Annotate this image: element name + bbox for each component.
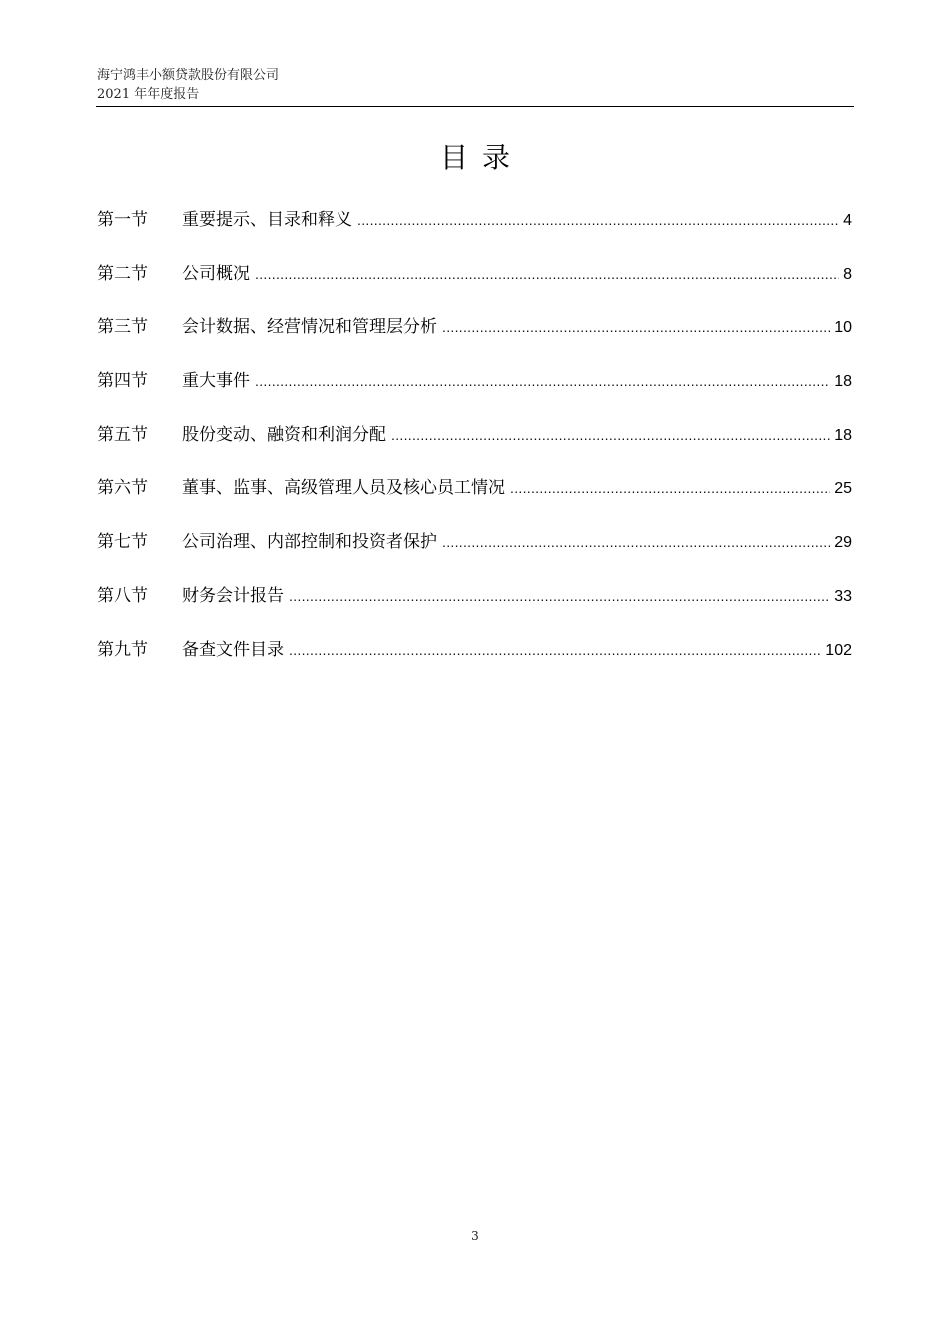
toc-leader-dots xyxy=(357,206,839,234)
toc-entry[interactable] xyxy=(97,474,852,528)
toc-section-title: 重大事件 xyxy=(182,371,250,392)
toc-page-number: 29 xyxy=(834,534,852,552)
toc-section-number: 第一节 xyxy=(97,210,148,230)
toc-page-number: 25 xyxy=(834,480,852,498)
toc-section-number: 第八节 xyxy=(97,585,148,606)
toc-page-number: 33 xyxy=(834,587,852,605)
header-report-title: 2021 年年度报告 xyxy=(97,87,200,102)
toc-page-number: 18 xyxy=(834,373,852,391)
toc-section-number: 第五节 xyxy=(97,424,148,445)
toc-entry[interactable] xyxy=(97,421,852,475)
toc-heading: 目录 xyxy=(439,141,524,174)
toc-leader-dots xyxy=(391,421,830,449)
toc-section-title: 财务会计报告 xyxy=(182,585,284,606)
toc-section-number: 第七节 xyxy=(97,532,148,553)
toc-section-number: 第六节 xyxy=(97,478,148,499)
toc-leader-dots xyxy=(442,528,830,556)
toc-entry[interactable] xyxy=(97,636,852,690)
toc-leader-dots xyxy=(510,474,830,502)
toc-leader-dots xyxy=(442,313,830,341)
toc-section-number: 第三节 xyxy=(97,317,148,338)
header-company-name: 海宁鸿丰小额贷款股份有限公司 xyxy=(97,68,280,83)
toc-section-title: 备查文件目录 xyxy=(182,639,284,660)
toc-page-number: 102 xyxy=(825,641,852,659)
table-of-contents xyxy=(97,206,852,689)
toc-entry[interactable] xyxy=(97,528,852,582)
toc-section-number: 第九节 xyxy=(97,639,148,660)
toc-section-title: 重要提示、目录和释义 xyxy=(182,210,352,230)
toc-page-number: 4 xyxy=(843,212,852,229)
toc-entry[interactable] xyxy=(97,582,852,636)
toc-section-title: 公司概况 xyxy=(182,263,250,284)
toc-leader-dots xyxy=(289,582,830,610)
toc-entry[interactable] xyxy=(97,367,852,421)
toc-entry[interactable] xyxy=(97,260,852,314)
toc-section-number: 第四节 xyxy=(97,371,148,392)
toc-page-number: 8 xyxy=(843,265,852,283)
toc-page-number: 18 xyxy=(834,426,852,444)
toc-entry[interactable] xyxy=(97,313,852,367)
toc-page-number: 10 xyxy=(834,319,852,337)
running-header xyxy=(97,66,854,104)
toc-section-title: 公司治理、内部控制和投资者保护 xyxy=(182,532,437,553)
header-rule xyxy=(96,106,854,107)
toc-entry[interactable] xyxy=(97,206,852,260)
toc-section-title: 董事、监事、高级管理人员及核心员工情况 xyxy=(182,478,505,499)
toc-section-number: 第二节 xyxy=(97,263,148,284)
toc-section-title: 股份变动、融资和利润分配 xyxy=(182,424,386,445)
toc-section-title: 会计数据、经营情况和管理层分析 xyxy=(182,317,437,338)
toc-leader-dots xyxy=(255,260,839,288)
toc-leader-dots xyxy=(289,636,821,664)
page-number: 3 xyxy=(471,1229,479,1243)
toc-leader-dots xyxy=(255,367,830,395)
